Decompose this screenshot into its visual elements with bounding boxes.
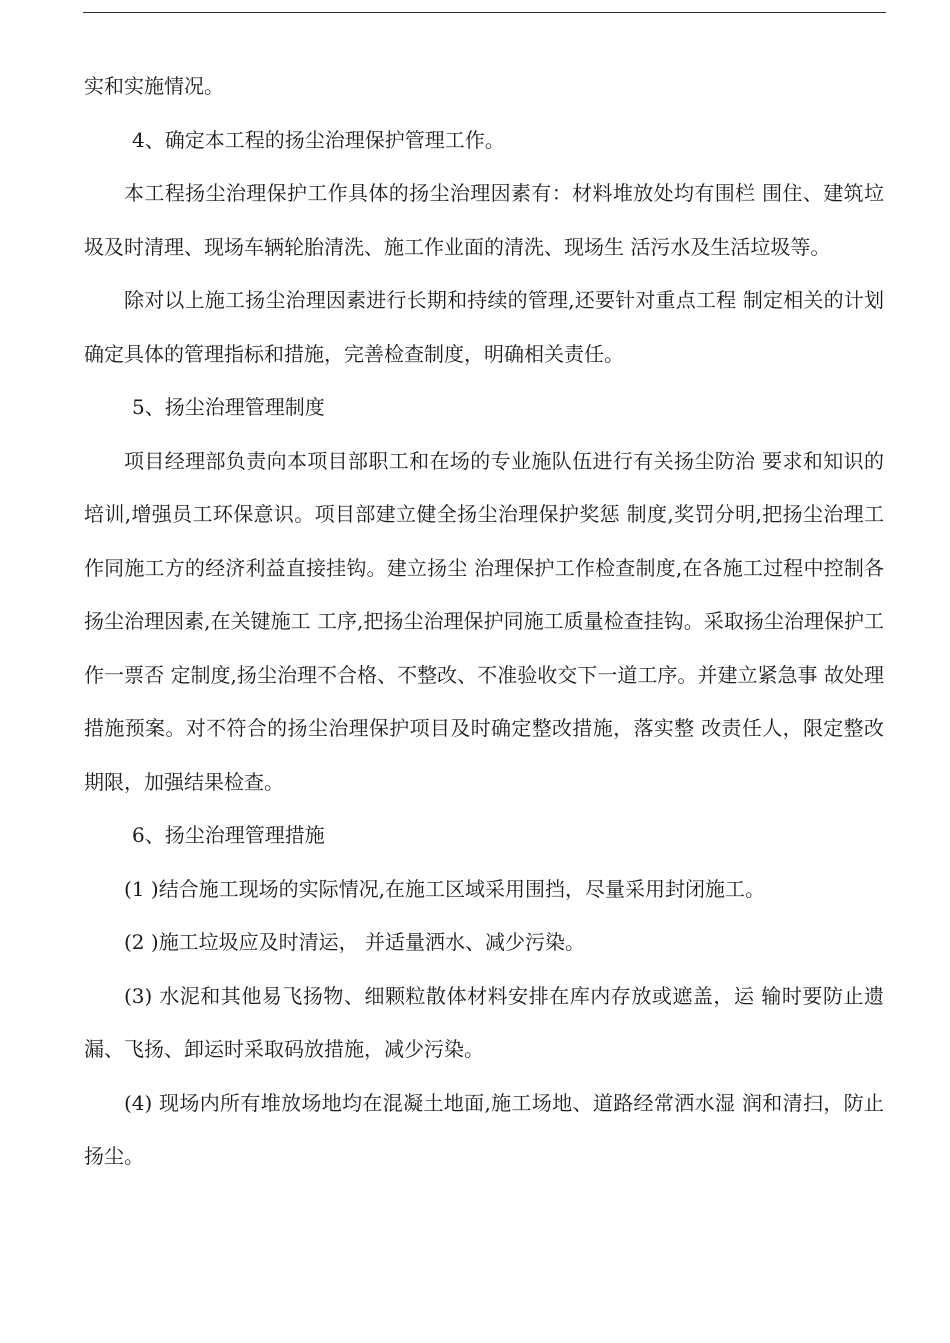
list-item-1: (1 )结合施工现场的实际情况,在施工区域采用围挡，尽量采用封闭施工。: [124, 876, 766, 901]
paragraph-dust-factors: 本工程扬尘治理保护工作具体的扬尘治理因素有：材料堆放处均有围栏 围住、建筑垃圾及时清理、现场车辆轮胎清洗、施工作业面的清洗、现场生 活污水及生活垃圾等。: [84, 181, 884, 259]
paragraph-management-plan: 除对以上施工扬尘治理因素进行长期和持续的管理,还要针对重点工程 制定相关的计划确定具体的管理指标和措施，完善检查制度，明确相关责任。: [84, 288, 884, 366]
section-heading-5: 5、扬尘治理管理制度: [132, 395, 325, 419]
list-item-2: (2 )施工垃圾应及时清运， 并适量洒水、减少污染。: [124, 930, 586, 954]
document-body: [84, 60, 884, 1184]
paragraph-management-system: 项目经理部负责向本项目部职工和在场的专业施队伍进行有关扬尘防治 要求和知识的培训,增强员工环保意识。项目部建立健全扬尘治理保护奖惩 制度,奖罚分明,把扬尘治理工作同施工方的经济利益直接挂钩。建立扬尘 治理保护工作检查制度,在各施工过程中控制各扬尘治理因素,在关键施工 工序,把扬尘治理保护同施工质量检查挂钩。采取扬尘治理保护工作一票否 定制度,扬尘治理不合格、不整改、不准验收交下一道工序。并建立紧急事 故处理措施预案。对不符合的扬尘治理保护项目及时确定整改措施，落实整 改责任人，限定整改期限，加强结果检查。: [84, 448, 884, 794]
section-heading-4: 4、确定本工程的扬尘治理保护管理工作。: [132, 127, 505, 152]
list-item-3: (3) 水泥和其他易飞扬物、细颗粒散体材料安排在库内存放或遮盖，运 输时要防止遗漏、飞扬、卸运时采取码放措施，减少污染。: [84, 983, 884, 1061]
header-rule: [83, 12, 886, 13]
list-item-4: (4) 现场内所有堆放场地均在混凝土地面,施工场地、道路经常洒水湿 润和清扫，防止扬尘。: [84, 1090, 884, 1168]
section-heading-6: 6、扬尘治理管理措施: [132, 823, 325, 847]
paragraph-continuation: 实和实施情况。: [84, 74, 224, 98]
